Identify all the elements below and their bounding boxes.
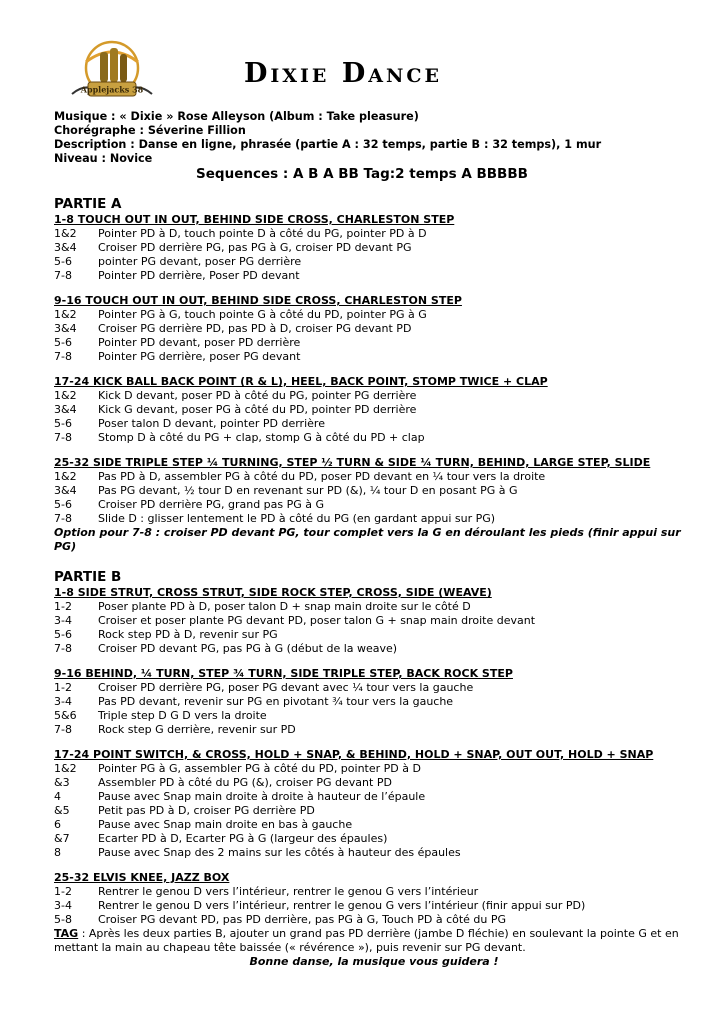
step-text: Rock step G derrière, revenir sur PD: [98, 723, 296, 736]
closing-line: Bonne danse, la musique vous guidera !: [249, 955, 499, 968]
step-row: [54, 695, 694, 709]
step-row: [54, 322, 694, 336]
section-heading: 1-8 SIDE STRUT, CROSS STRUT, SIDE ROCK STEP, CROSS, SIDE (WEAVE): [54, 586, 492, 599]
step-row: [54, 389, 694, 403]
step-count: 1-2: [54, 681, 72, 694]
step-text: Slide D : glisser lentement le PD à côté du PG (en gardant appui sur PG): [98, 512, 496, 525]
step-count: 8: [54, 846, 61, 859]
step-count: 5-6: [54, 628, 72, 641]
step-count: 5-6: [54, 417, 72, 430]
step-row: [54, 336, 694, 350]
step-text: Rock step PD à D, revenir sur PG: [98, 628, 278, 641]
step-text: Petit pas PD à D, croiser PG derrière PD: [98, 804, 315, 817]
step-row: [54, 255, 694, 269]
step-row: [54, 885, 694, 899]
step-text: Pointer PD à D, touch pointe D à côté du PG, pointer PD à D: [98, 227, 427, 240]
step-row: [54, 776, 694, 790]
step-row: [54, 846, 694, 860]
step-row: [54, 308, 694, 322]
section-heading: 17-24 KICK BALL BACK POINT (R & L), HEEL, BACK POINT, STOMP TWICE + CLAP: [54, 375, 548, 388]
step-count: 1&2: [54, 389, 77, 402]
step-count: 3&4: [54, 241, 77, 254]
step-text: Pas PD à D, assembler PG à côté du PD, poser PD devant en ¼ tour vers la droite: [98, 470, 546, 483]
step-row: [54, 470, 694, 484]
step-count: 1-2: [54, 885, 72, 898]
info-block: [54, 110, 601, 166]
step-text: pointer PG devant, poser PG derrière: [98, 255, 302, 268]
choreographer-info: Chorégraphe : Séverine Fillion: [54, 124, 246, 137]
step-text: Rentrer le genou D vers l’intérieur, rentrer le genou G vers l’intérieur (finir appui sur PD): [98, 899, 586, 912]
step-text: Pointer PD derrière, Poser PD devant: [98, 269, 300, 282]
step-count: 7-8: [54, 269, 72, 282]
step-row: [54, 642, 694, 656]
step-row: [54, 628, 694, 642]
step-count: 3&4: [54, 322, 77, 335]
step-count: 4: [54, 790, 61, 803]
step-row: [54, 512, 694, 526]
section-heading: 25-32 ELVIS KNEE, JAZZ BOX: [54, 871, 230, 884]
description-info: Description : Danse en ligne, phrasée (partie A : 32 temps, partie B : 32 temps), 1 mur: [54, 138, 602, 151]
step-text: Pause avec Snap des 2 mains sur les côtés à hauteur des épaules: [98, 846, 461, 859]
step-row: [54, 227, 694, 241]
level-info: Niveau : Novice: [54, 152, 153, 165]
step-row: [54, 832, 694, 846]
step-count: 3-4: [54, 695, 72, 708]
step-text: Kick D devant, poser PD à côté du PG, pointer PG derrière: [98, 389, 417, 402]
step-row: [54, 403, 694, 417]
step-row: [54, 804, 694, 818]
step-count: 7-8: [54, 431, 72, 444]
applejacks-logo: [66, 38, 158, 104]
step-text: Kick G devant, poser PG à côté du PD, pointer PD derrière: [98, 403, 417, 416]
step-row: [54, 681, 694, 695]
step-row: [54, 899, 694, 913]
part-a-title: PARTIE A: [54, 196, 122, 212]
step-text: Pause avec Snap main droite à droite à hauteur de l’épaule: [98, 790, 426, 803]
step-text: Pas PD devant, revenir sur PG en pivotant ¾ tour vers la gauche: [98, 695, 454, 708]
section-heading: 9-16 BEHIND, ¼ TURN, STEP ¾ TURN, SIDE TRIPLE STEP, BACK ROCK STEP: [54, 667, 513, 680]
step-count: 1&2: [54, 308, 77, 321]
step-row: [54, 431, 694, 445]
step-text: Pointer PD devant, poser PD derrière: [98, 336, 301, 349]
step-count: 3&4: [54, 403, 77, 416]
step-text: Triple step D G D vers la droite: [98, 709, 267, 722]
step-text: Croiser PD derrière PG, poser PG devant avec ¼ tour vers la gauche: [98, 681, 474, 694]
step-count: 7-8: [54, 512, 72, 525]
step-count: 5-8: [54, 913, 72, 926]
step-text: Pointer PG derrière, poser PG devant: [98, 350, 301, 363]
section-heading: 1-8 TOUCH OUT IN OUT, BEHIND SIDE CROSS, CHARLESTON STEP: [54, 213, 455, 226]
step-text: Croiser PD derrière PG, grand pas PG à G: [98, 498, 325, 511]
step-row: [54, 762, 694, 776]
page-title: Dixie Dance: [244, 58, 442, 89]
steps-content: [54, 196, 694, 969]
step-row: [54, 614, 694, 628]
section-heading: 25-32 SIDE TRIPLE STEP ¼ TURNING, STEP ½ TURN & SIDE ¼ TURN, BEHIND, LARGE STEP, SLIDE: [54, 456, 651, 469]
step-count: 1&2: [54, 762, 77, 775]
step-count: 5-6: [54, 498, 72, 511]
tag-text: : Après les deux parties B, ajouter un grand pas PD derrière (jambe D fléchie) en soulevant la pointe G et en mettant la main au chapeau tête baissée (« révérence »), puis revenir sur PG devant.: [54, 927, 679, 954]
step-row: [54, 350, 694, 364]
step-count: 3-4: [54, 899, 72, 912]
step-count: 1&2: [54, 470, 77, 483]
step-count: 7-8: [54, 642, 72, 655]
step-row: [54, 818, 694, 832]
step-count: &3: [54, 776, 70, 789]
step-row: [54, 269, 694, 283]
step-row: [54, 790, 694, 804]
step-text: Croiser PG derrière PD, pas PD à D, croiser PG devant PD: [98, 322, 412, 335]
step-text: Pas PG devant, ½ tour D en revenant sur PD (&), ¼ tour D en posant PG à G: [98, 484, 518, 497]
step-text: Pointer PG à G, assembler PG à côté du PD, pointer PD à D: [98, 762, 421, 775]
step-text: Poser plante PD à D, poser talon D + snap main droite sur le côté D: [98, 600, 471, 613]
step-text: Assembler PD à côté du PG (&), croiser PG devant PD: [98, 776, 392, 789]
step-row: [54, 498, 694, 512]
section-heading: 9-16 TOUCH OUT IN OUT, BEHIND SIDE CROSS, CHARLESTON STEP: [54, 294, 462, 307]
step-text: Croiser PG devant PD, pas PD derrière, pas PG à G, Touch PD à côté du PG: [98, 913, 507, 926]
step-count: 5-6: [54, 336, 72, 349]
step-count: &7: [54, 832, 70, 845]
step-text: Croiser PD derrière PG, pas PG à G, croiser PD devant PG: [98, 241, 412, 254]
tag-label: TAG: [54, 927, 79, 940]
step-row: [54, 709, 694, 723]
step-row: [54, 600, 694, 614]
step-text: Ecarter PD à D, Ecarter PG à G (largeur des épaules): [98, 832, 388, 845]
step-row: [54, 723, 694, 737]
step-text: Croiser et poser plante PG devant PD, poser talon G + snap main droite devant: [98, 614, 536, 627]
step-text: Croiser PD devant PG, pas PG à G (début de la weave): [98, 642, 398, 655]
step-row: [54, 417, 694, 431]
sequences: Sequences : A B A BB Tag:2 temps A BBBBB: [196, 166, 528, 182]
step-count: &5: [54, 804, 70, 817]
step-text: Stomp D à côté du PG + clap, stomp G à côté du PD + clap: [98, 431, 425, 444]
part-b-title: PARTIE B: [54, 569, 122, 585]
step-text: Pause avec Snap main droite en bas à gauche: [98, 818, 353, 831]
step-text: Rentrer le genou D vers l’intérieur, rentrer le genou G vers l’intérieur: [98, 885, 479, 898]
step-count: 5&6: [54, 709, 77, 722]
step-count: 6: [54, 818, 61, 831]
section-heading: 17-24 POINT SWITCH, & CROSS, HOLD + SNAP, & BEHIND, HOLD + SNAP, OUT OUT, HOLD + SNAP: [54, 748, 654, 761]
step-row: [54, 241, 694, 255]
step-row: [54, 913, 694, 927]
step-count: 5-6: [54, 255, 72, 268]
option-note: Option pour 7-8 : croiser PD devant PG, tour complet vers la G en déroulant les pieds (finir appui sur PG): [54, 526, 681, 553]
step-count: 3-4: [54, 614, 72, 627]
step-count: 7-8: [54, 723, 72, 736]
step-text: Poser talon D devant, pointer PD derrière: [98, 417, 325, 430]
step-text: Pointer PG à G, touch pointe G à côté du PD, pointer PG à G: [98, 308, 427, 321]
music-info: Musique : « Dixie » Rose Alleyson (Album : Take pleasure): [54, 110, 419, 123]
step-row: [54, 484, 694, 498]
tag-note: [54, 927, 694, 955]
step-count: 1-2: [54, 600, 72, 613]
step-count: 3&4: [54, 484, 77, 497]
logo-text: Applejacks 38: [80, 84, 144, 95]
step-count: 1&2: [54, 227, 77, 240]
step-count: 7-8: [54, 350, 72, 363]
